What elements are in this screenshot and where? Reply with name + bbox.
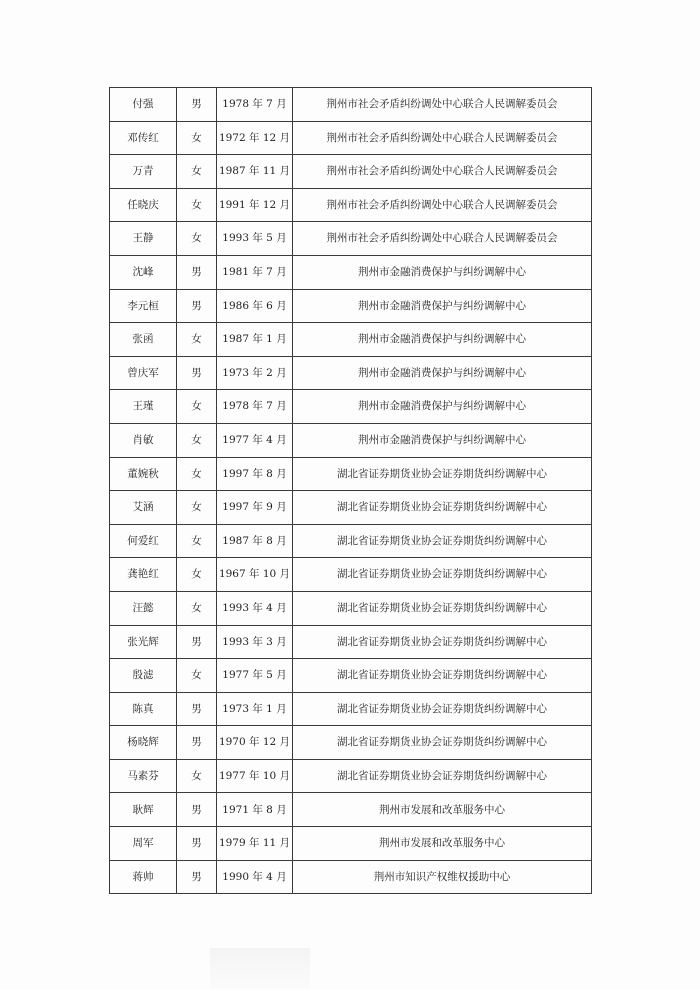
gender-cell: 男	[177, 793, 217, 827]
gender-cell: 女	[177, 390, 217, 424]
organization-cell: 湖北省证券期货业协会证券期货纠纷调解中心	[293, 457, 592, 491]
birth-date-cell: 1991 年 12 月	[217, 188, 293, 222]
table-row	[110, 591, 592, 625]
table-row	[110, 121, 592, 155]
birth-date-cell: 1993 年 3 月	[217, 625, 293, 659]
table-row	[110, 323, 592, 357]
birth-date-cell: 1987 年 11 月	[217, 155, 293, 189]
organization-cell: 湖北省证券期货业协会证券期货纠纷调解中心	[293, 524, 592, 558]
birth-date-cell: 1997 年 8 月	[217, 457, 293, 491]
gender-cell: 男	[177, 827, 217, 861]
birth-date-cell: 1990 年 4 月	[217, 860, 293, 894]
birth-date-cell: 1971 年 8 月	[217, 793, 293, 827]
organization-cell: 荆州市社会矛盾纠纷调处中心联合人民调解委员会	[293, 155, 592, 189]
table-row	[110, 692, 592, 726]
gender-cell: 女	[177, 659, 217, 693]
table-row	[110, 390, 592, 424]
mediator-table	[109, 87, 592, 894]
organization-cell: 湖北省证券期货业协会证券期货纠纷调解中心	[293, 726, 592, 760]
birth-date-cell: 1977 年 5 月	[217, 659, 293, 693]
gender-cell: 女	[177, 491, 217, 525]
person-name-cell: 肖敏	[110, 423, 177, 457]
gender-cell: 男	[177, 625, 217, 659]
birth-date-cell: 1987 年 1 月	[217, 323, 293, 357]
birth-date-cell: 1973 年 1 月	[217, 692, 293, 726]
person-name-cell: 王静	[110, 222, 177, 256]
table-row	[110, 155, 592, 189]
birth-date-cell: 1977 年 10 月	[217, 759, 293, 793]
table-row	[110, 289, 592, 323]
organization-cell: 荆州市金融消费保护与纠纷调解中心	[293, 289, 592, 323]
birth-date-cell: 1973 年 2 月	[217, 356, 293, 390]
gender-cell: 男	[177, 356, 217, 390]
birth-date-cell: 1970 年 12 月	[217, 726, 293, 760]
gender-cell: 女	[177, 524, 217, 558]
gender-cell: 女	[177, 759, 217, 793]
organization-cell: 湖北省证券期货业协会证券期货纠纷调解中心	[293, 625, 592, 659]
person-name-cell: 曾庆军	[110, 356, 177, 390]
table-row	[110, 625, 592, 659]
table-row	[110, 726, 592, 760]
gender-cell: 女	[177, 188, 217, 222]
organization-cell: 湖北省证券期货业协会证券期货纠纷调解中心	[293, 591, 592, 625]
organization-cell: 荆州市金融消费保护与纠纷调解中心	[293, 323, 592, 357]
organization-cell: 湖北省证券期货业协会证券期货纠纷调解中心	[293, 692, 592, 726]
gender-cell: 女	[177, 155, 217, 189]
person-name-cell: 殷滤	[110, 659, 177, 693]
person-name-cell: 龚艳红	[110, 558, 177, 592]
scan-smudge	[210, 948, 310, 988]
birth-date-cell: 1993 年 4 月	[217, 591, 293, 625]
organization-cell: 荆州市金融消费保护与纠纷调解中心	[293, 423, 592, 457]
table-row	[110, 255, 592, 289]
person-name-cell: 何爱红	[110, 524, 177, 558]
birth-date-cell: 1987 年 8 月	[217, 524, 293, 558]
organization-cell: 荆州市知识产权维权援助中心	[293, 860, 592, 894]
gender-cell: 男	[177, 88, 217, 122]
person-name-cell: 蒋帅	[110, 860, 177, 894]
gender-cell: 女	[177, 558, 217, 592]
gender-cell: 男	[177, 289, 217, 323]
gender-cell: 女	[177, 457, 217, 491]
gender-cell: 男	[177, 255, 217, 289]
organization-cell: 荆州市社会矛盾纠纷调处中心联合人民调解委员会	[293, 88, 592, 122]
person-name-cell: 付强	[110, 88, 177, 122]
gender-cell: 女	[177, 121, 217, 155]
organization-cell: 湖北省证券期货业协会证券期货纠纷调解中心	[293, 659, 592, 693]
person-name-cell: 董婉秋	[110, 457, 177, 491]
birth-date-cell: 1967 年 10 月	[217, 558, 293, 592]
person-name-cell: 万青	[110, 155, 177, 189]
person-name-cell: 邓传红	[110, 121, 177, 155]
table-row	[110, 491, 592, 525]
person-name-cell: 李元桓	[110, 289, 177, 323]
table-row	[110, 860, 592, 894]
table-body	[110, 88, 592, 894]
birth-date-cell: 1997 年 9 月	[217, 491, 293, 525]
person-name-cell: 沈峰	[110, 255, 177, 289]
person-name-cell: 汪懿	[110, 591, 177, 625]
organization-cell: 荆州市金融消费保护与纠纷调解中心	[293, 356, 592, 390]
organization-cell: 荆州市金融消费保护与纠纷调解中心	[293, 390, 592, 424]
gender-cell: 男	[177, 860, 217, 894]
table-row	[110, 759, 592, 793]
organization-cell: 湖北省证券期货业协会证券期货纠纷调解中心	[293, 558, 592, 592]
person-name-cell: 王瑾	[110, 390, 177, 424]
table-row	[110, 356, 592, 390]
person-name-cell: 陈真	[110, 692, 177, 726]
birth-date-cell: 1979 年 11 月	[217, 827, 293, 861]
gender-cell: 女	[177, 591, 217, 625]
organization-cell: 荆州市社会矛盾纠纷调处中心联合人民调解委员会	[293, 188, 592, 222]
table-row	[110, 88, 592, 122]
birth-date-cell: 1986 年 6 月	[217, 289, 293, 323]
person-name-cell: 周军	[110, 827, 177, 861]
organization-cell: 湖北省证券期货业协会证券期货纠纷调解中心	[293, 759, 592, 793]
table-row	[110, 222, 592, 256]
organization-cell: 荆州市社会矛盾纠纷调处中心联合人民调解委员会	[293, 121, 592, 155]
person-name-cell: 张光辉	[110, 625, 177, 659]
person-name-cell: 艾涵	[110, 491, 177, 525]
organization-cell: 荆州市发展和改革服务中心	[293, 793, 592, 827]
gender-cell: 女	[177, 423, 217, 457]
organization-cell: 荆州市发展和改革服务中心	[293, 827, 592, 861]
organization-cell: 湖北省证券期货业协会证券期货纠纷调解中心	[293, 491, 592, 525]
gender-cell: 女	[177, 222, 217, 256]
table-row	[110, 827, 592, 861]
table-row	[110, 558, 592, 592]
table-row	[110, 457, 592, 491]
gender-cell: 女	[177, 323, 217, 357]
gender-cell: 男	[177, 726, 217, 760]
person-name-cell: 杨晓辉	[110, 726, 177, 760]
birth-date-cell: 1978 年 7 月	[217, 88, 293, 122]
birth-date-cell: 1993 年 5 月	[217, 222, 293, 256]
person-name-cell: 任晓庆	[110, 188, 177, 222]
birth-date-cell: 1972 年 12 月	[217, 121, 293, 155]
birth-date-cell: 1981 年 7 月	[217, 255, 293, 289]
person-name-cell: 耿辉	[110, 793, 177, 827]
birth-date-cell: 1978 年 7 月	[217, 390, 293, 424]
table-row	[110, 793, 592, 827]
table-row	[110, 524, 592, 558]
person-name-cell: 马素芬	[110, 759, 177, 793]
organization-cell: 荆州市金融消费保护与纠纷调解中心	[293, 255, 592, 289]
organization-cell: 荆州市社会矛盾纠纷调处中心联合人民调解委员会	[293, 222, 592, 256]
person-name-cell: 张函	[110, 323, 177, 357]
table-row	[110, 188, 592, 222]
table-row	[110, 659, 592, 693]
birth-date-cell: 1977 年 4 月	[217, 423, 293, 457]
gender-cell: 男	[177, 692, 217, 726]
table-row	[110, 423, 592, 457]
